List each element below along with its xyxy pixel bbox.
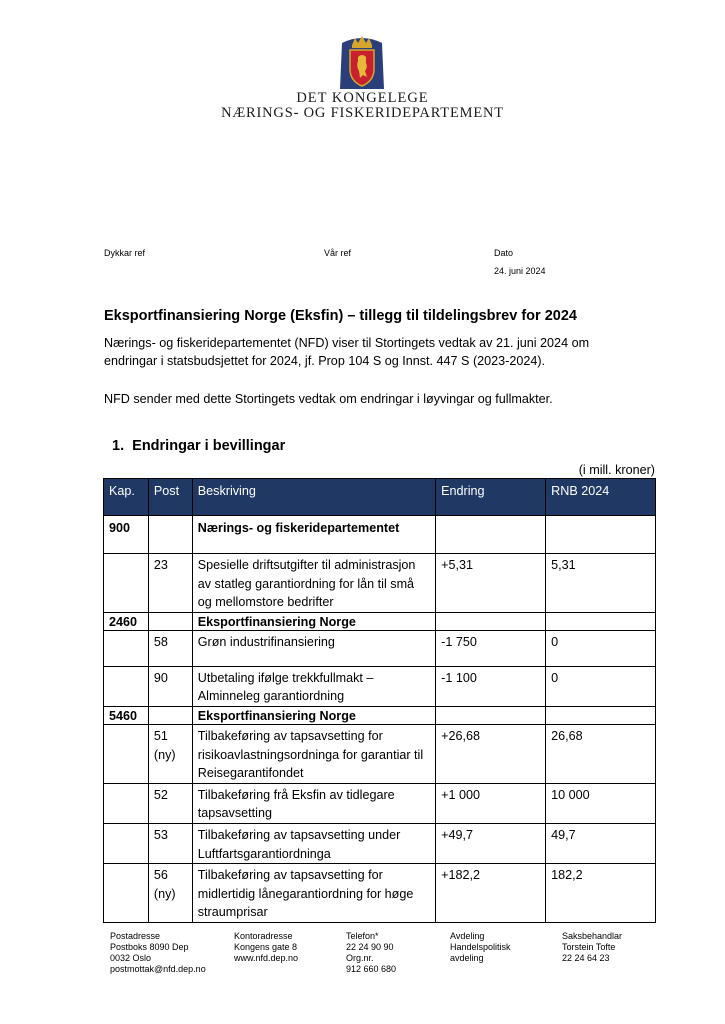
- cell-rnb: [546, 706, 656, 724]
- footer-office-address: [234, 931, 298, 964]
- table-row: [104, 864, 656, 923]
- cell-change: -1 100: [436, 666, 546, 706]
- footer-department-line: Handelspolitisk: [450, 942, 511, 952]
- footer-divider: [104, 922, 656, 923]
- footer-phone: [346, 931, 396, 975]
- cell-change: +26,68: [436, 724, 546, 783]
- cell-post: 52: [148, 783, 192, 823]
- cell-post: 58: [148, 630, 192, 666]
- cell-description: Tilbakeføring av tapsavsetting for risikoavlastningsordninga for garantiar til Reisegarantifondet: [192, 724, 435, 783]
- cell-kap: [104, 864, 149, 923]
- footer-department-line: Avdeling: [450, 931, 485, 941]
- footer-phone-line: 912 660 680: [346, 964, 397, 974]
- cell-post: 56 (ny): [148, 864, 192, 923]
- footer-caseworker: [562, 931, 622, 964]
- cell-kap: 5460: [104, 706, 149, 724]
- cell-change: +1 000: [436, 783, 546, 823]
- table-row: [104, 783, 656, 823]
- cell-kap: [104, 554, 149, 613]
- cell-post: 23: [148, 554, 192, 613]
- section-number: 1.: [112, 438, 125, 454]
- cell-change: [436, 516, 546, 554]
- footer-postal-address: [110, 931, 206, 975]
- cell-post: 53: [148, 823, 192, 863]
- table-row: [104, 823, 656, 863]
- cell-rnb: [546, 516, 656, 554]
- footer-caseworker-line: Torstein Tofte: [562, 942, 616, 952]
- table-header-row: [104, 479, 656, 516]
- cell-kap: [104, 630, 149, 666]
- header-description: Beskriving: [192, 479, 435, 516]
- cell-kap: [104, 783, 149, 823]
- footer-phone-line: Org.nr.: [346, 953, 374, 963]
- cell-rnb: [546, 612, 656, 630]
- header-change: Endring: [436, 479, 546, 516]
- paragraph-2: NFD sender med dette Stortingets vedtak om endringar i løyvingar og fullmakter.: [104, 392, 553, 406]
- table-row: [104, 630, 656, 666]
- footer-office-line: Kontoradresse: [234, 931, 293, 941]
- unit-note: (i mill. kroner): [578, 463, 655, 477]
- table-chapter-row: [104, 612, 656, 630]
- cell-rnb: 0: [546, 666, 656, 706]
- table-row: [104, 666, 656, 706]
- paragraph-1-line-2: endringar i statsbudsjettet for 2024, jf. Prop 104 S og Innst. 447 S (2023-2024).: [104, 354, 546, 368]
- footer-postal-line: 0032 Oslo: [110, 953, 152, 963]
- cell-change: [436, 706, 546, 724]
- cell-kap: [104, 666, 149, 706]
- footer-office-line: Kongens gate 8: [234, 942, 298, 952]
- cell-kap: 2460: [104, 612, 149, 630]
- cell-kap: [104, 724, 149, 783]
- footer-caseworker-line: Saksbehandlar: [562, 931, 623, 941]
- cell-change: [436, 612, 546, 630]
- budget-table: [103, 478, 656, 923]
- cell-post: 51 (ny): [148, 724, 192, 783]
- cell-description: Eksportfinansiering Norge: [192, 706, 435, 724]
- footer-postal-line: postmottak@nfd.dep.no: [110, 964, 206, 974]
- cell-description: Utbetaling ifølge trekkfullmakt – Alminneleg garantiordning: [192, 666, 435, 706]
- date-value: 24. juni 2024: [494, 266, 546, 276]
- cell-change: +5,31: [436, 554, 546, 613]
- cell-description: Eksportfinansiering Norge: [192, 612, 435, 630]
- footer-caseworker-line: 22 24 64 23: [562, 953, 610, 963]
- cell-change: +49,7: [436, 823, 546, 863]
- cell-rnb: 26,68: [546, 724, 656, 783]
- date-label: Dato: [494, 248, 514, 258]
- department-name-line1: DET KONGELEGE: [296, 90, 429, 106]
- cell-kap: [104, 823, 149, 863]
- table-body: [104, 516, 656, 923]
- cell-description: Grøn industrifinansiering: [192, 630, 435, 666]
- cell-description: Tilbakeføring av tapsavsetting under Luftfartsgarantiordninga: [192, 823, 435, 863]
- cell-description: Tilbakeføring frå Eksfin av tidlegare tapsavsetting: [192, 783, 435, 823]
- cell-description: Nærings- og fiskeridepartementet: [192, 516, 435, 554]
- cell-post: 90: [148, 666, 192, 706]
- footer-postal-line: Postadresse: [110, 931, 161, 941]
- norwegian-coat-of-arms-icon: [338, 33, 386, 89]
- cell-rnb: 0: [546, 630, 656, 666]
- table-chapter-row: [104, 706, 656, 724]
- table-chapter-row: [104, 516, 656, 554]
- letter-title: Eksportfinansiering Norge (Eksfin) – tillegg til tildelingsbrev for 2024: [104, 308, 577, 324]
- section-title: Endringar i bevillingar: [132, 438, 286, 454]
- cell-kap: 900: [104, 516, 149, 554]
- your-ref-label: Dykkar ref: [104, 248, 146, 258]
- our-ref-label: Vår ref: [324, 248, 352, 258]
- cell-change: +182,2: [436, 864, 546, 923]
- cell-post: [148, 516, 192, 554]
- footer-department-line: avdeling: [450, 953, 484, 963]
- header-post: Post: [148, 479, 192, 516]
- footer-phone-line: 22 24 90 90: [346, 942, 394, 952]
- footer-department: [450, 931, 511, 964]
- cell-rnb: 182,2: [546, 864, 656, 923]
- table-row: [104, 724, 656, 783]
- header-kap: Kap.: [104, 479, 149, 516]
- cell-change: -1 750: [436, 630, 546, 666]
- cell-post: [148, 612, 192, 630]
- cell-post: [148, 706, 192, 724]
- cell-description: Tilbakeføring av tapsavsetting for midlertidig lånegarantiordning for høge straumprisar: [192, 864, 435, 923]
- paragraph-1-line-1: Nærings- og fiskeridepartementet (NFD) viser til Stortingets vedtak av 21. juni 2024 om: [104, 336, 590, 350]
- cell-description: Spesielle driftsutgifter til administrasjon av statleg garantiordning for lån til små og mellomstore bedrifter: [192, 554, 435, 613]
- header-rnb: RNB 2024: [546, 479, 656, 516]
- table-row: [104, 554, 656, 613]
- footer-phone-line: Telefon*: [346, 931, 379, 941]
- department-name-line2: NÆRINGS- OG FISKERIDEPARTEMENT: [221, 105, 504, 121]
- footer-office-line: www.nfd.dep.no: [234, 953, 299, 963]
- footer-postal-line: Postboks 8090 Dep: [110, 942, 189, 952]
- section-heading: [112, 438, 285, 454]
- cell-rnb: 49,7: [546, 823, 656, 863]
- cell-rnb: 10 000: [546, 783, 656, 823]
- cell-rnb: 5,31: [546, 554, 656, 613]
